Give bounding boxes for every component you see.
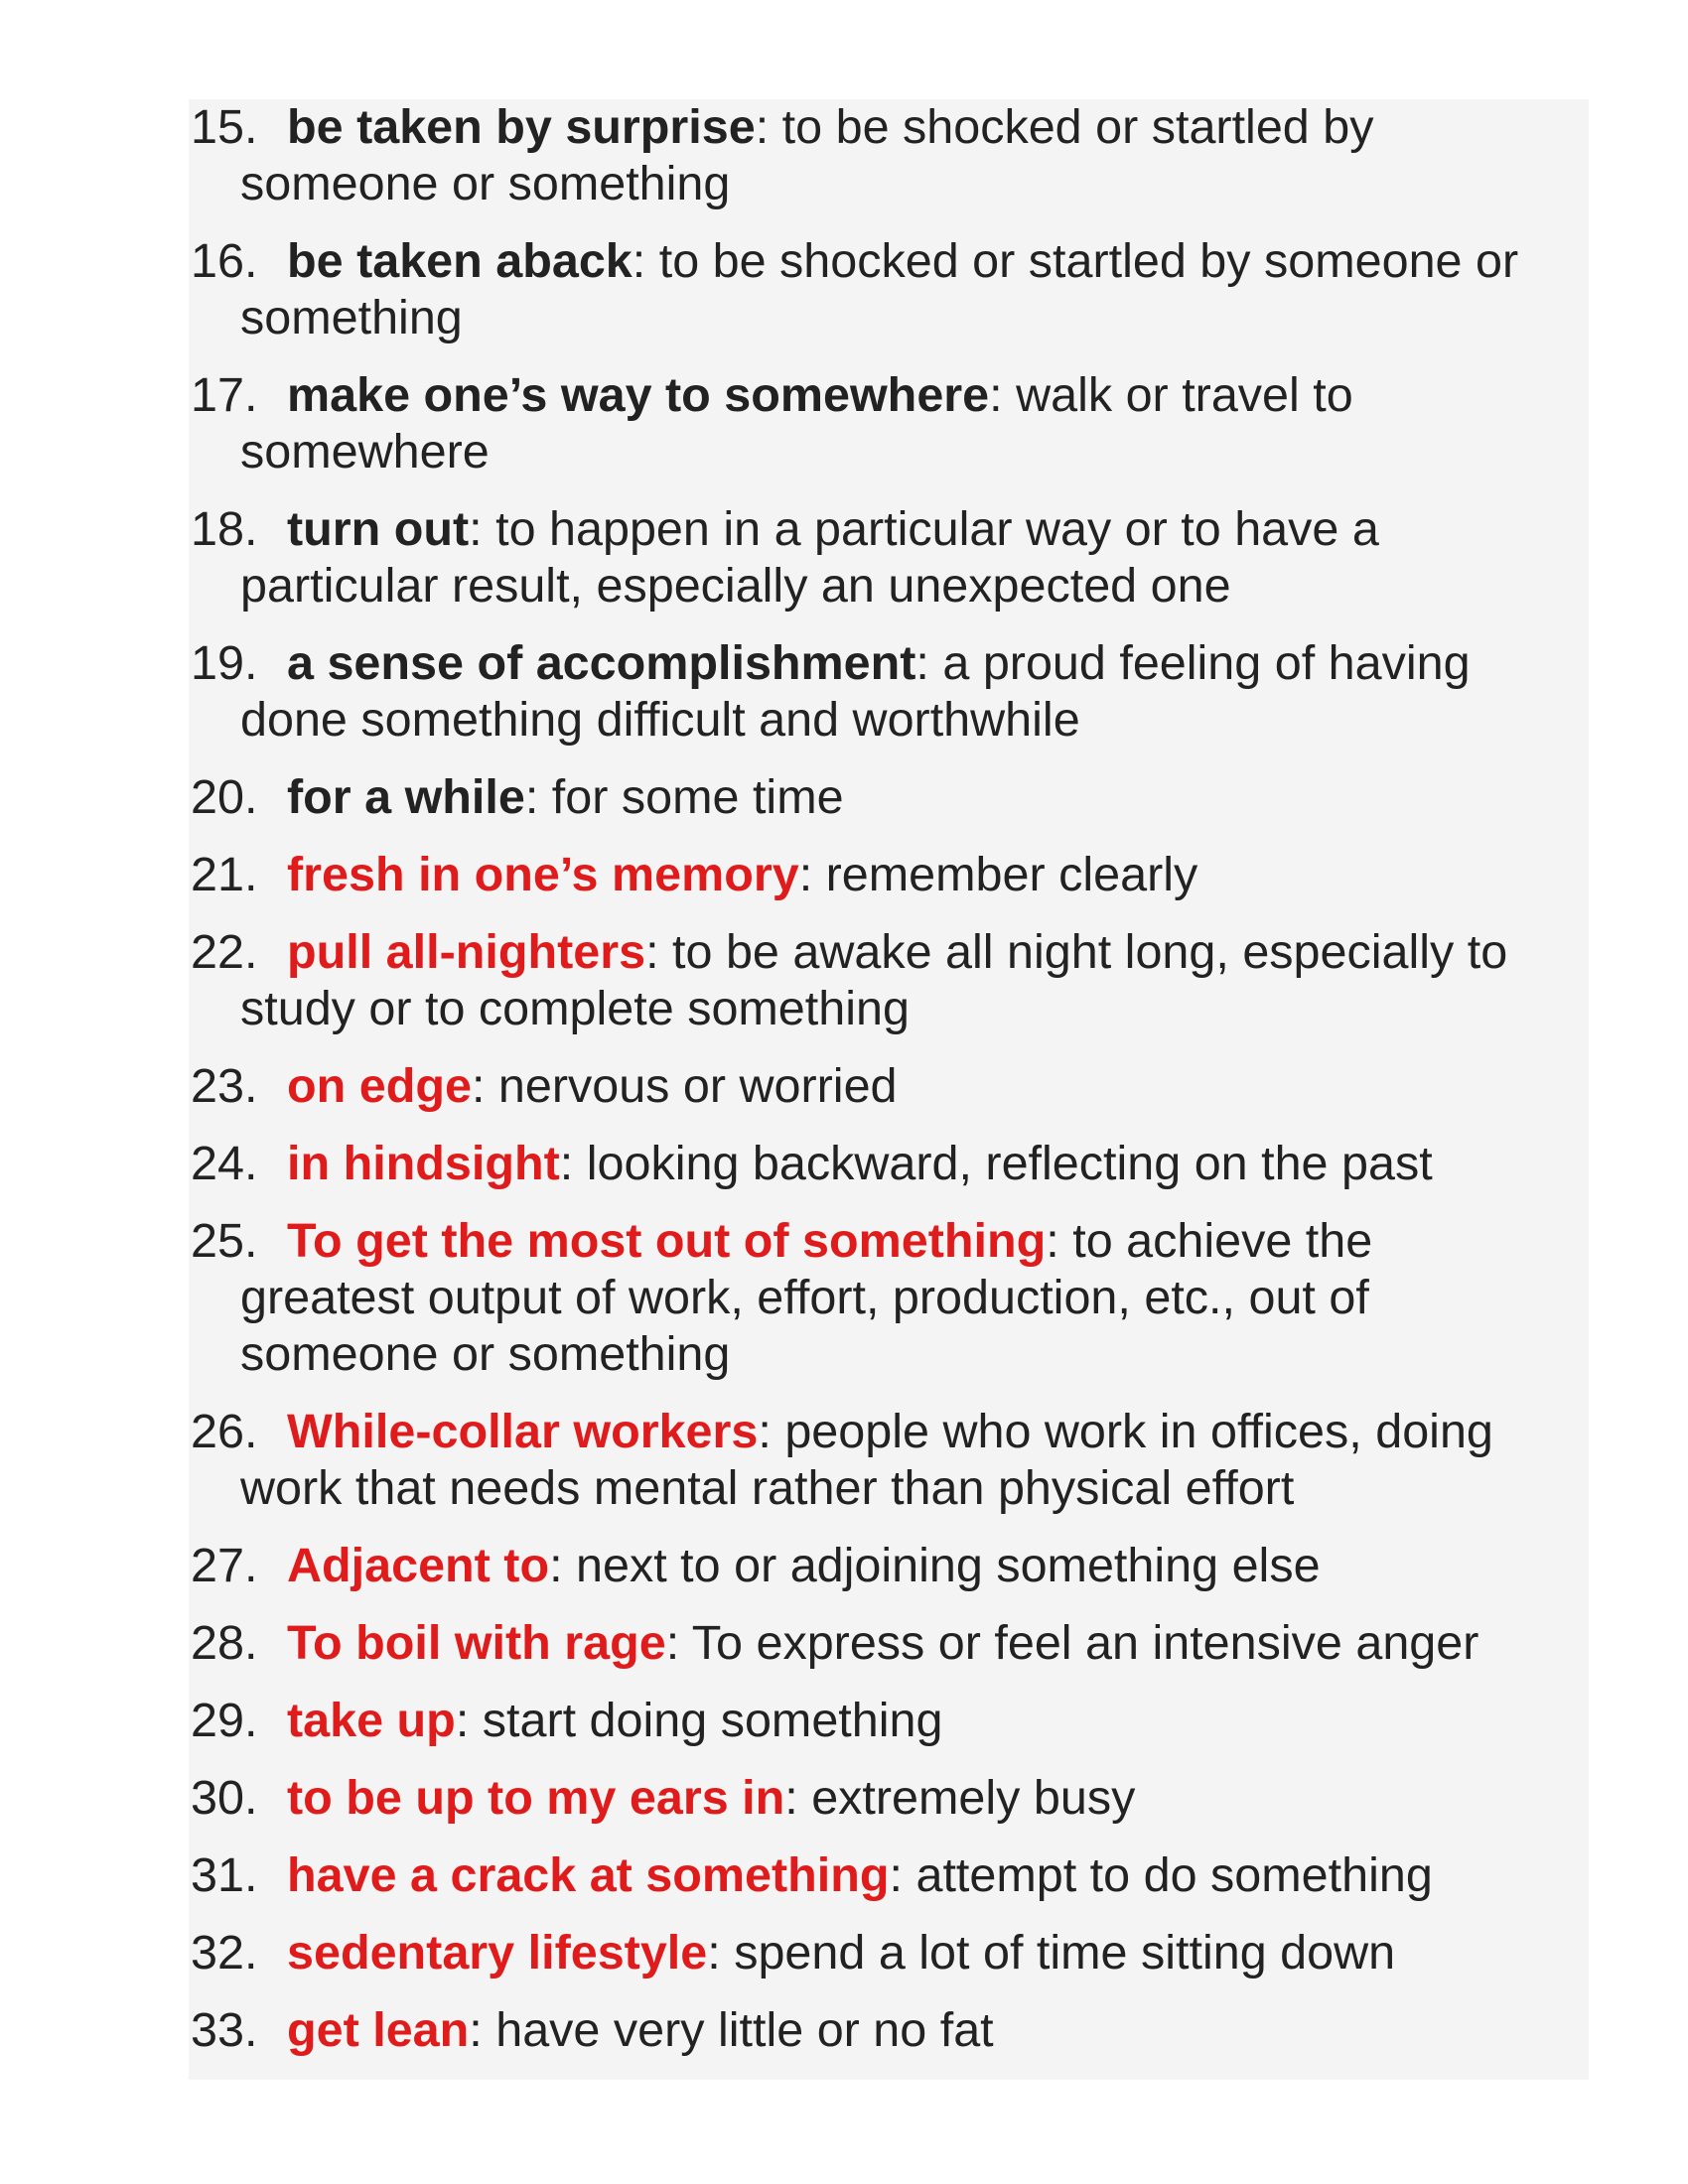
- list-item: [189, 1404, 1579, 1517]
- item-definition: : spend a lot of time sitting down: [707, 1926, 1396, 1979]
- item-number: 33.: [191, 2003, 258, 2057]
- list-item: [189, 1213, 1579, 1383]
- item-term: sedentary lifestyle: [287, 1926, 708, 1979]
- item-first-line: [240, 99, 1579, 156]
- list-item: [189, 367, 1579, 480]
- item-definition-continued: study or to complete something: [240, 982, 910, 1035]
- item-term: fresh in one’s memory: [287, 848, 799, 901]
- item-number: 23.: [191, 1059, 258, 1113]
- list-item: [189, 99, 1579, 212]
- item-number: 32.: [191, 1926, 258, 1979]
- list-item: [189, 233, 1579, 346]
- item-definition: : nervous or worried: [471, 1059, 898, 1113]
- item-term: be taken aback: [287, 234, 633, 288]
- list-item: [189, 501, 1579, 614]
- item-definition: : next to or adjoining something else: [549, 1539, 1321, 1592]
- item-first-line: [240, 1058, 1579, 1115]
- list-item: [189, 635, 1579, 749]
- item-term: turn out: [287, 502, 470, 556]
- list-item: [189, 769, 1579, 826]
- item-first-line: [240, 1847, 1579, 1904]
- item-number: 21.: [191, 848, 258, 901]
- item-term: get lean: [287, 2003, 470, 2057]
- list-item: [189, 1693, 1579, 1749]
- item-term: make one’s way to somewhere: [287, 368, 990, 422]
- item-first-line: [240, 233, 1579, 290]
- item-definition: : attempt to do something: [889, 1848, 1433, 1902]
- item-definition: : have very little or no fat: [469, 2003, 994, 2057]
- item-term: pull all-nighters: [287, 925, 646, 979]
- item-definition: : for some time: [524, 770, 844, 824]
- list-item: [189, 1925, 1579, 1981]
- item-definition-continued: particular result, especially an unexpected one: [240, 559, 1231, 613]
- item-term: in hindsight: [287, 1137, 560, 1190]
- item-term: on edge: [287, 1059, 472, 1113]
- item-first-line: [240, 1404, 1579, 1460]
- list-item: [189, 1615, 1579, 1672]
- item-number: 24.: [191, 1137, 258, 1190]
- item-first-line: [240, 367, 1579, 424]
- list-item: [189, 1847, 1579, 1904]
- item-first-line: [240, 1213, 1579, 1270]
- item-number: 19.: [191, 636, 258, 690]
- item-term: to be up to my ears in: [287, 1771, 785, 1825]
- item-number: 30.: [191, 1771, 258, 1825]
- item-first-line: [240, 1615, 1579, 1672]
- item-definition-continued: something: [240, 291, 463, 344]
- item-definition: : looking backward, reflecting on the past: [559, 1137, 1433, 1190]
- item-definition: : people who work in offices, doing: [758, 1405, 1493, 1458]
- item-first-line: [240, 1136, 1579, 1192]
- item-term: have a crack at something: [287, 1848, 890, 1902]
- list-item: [189, 1136, 1579, 1192]
- item-first-line: [240, 1538, 1579, 1594]
- item-definition-continued: done something difficult and worthwhile: [240, 693, 1080, 747]
- item-term: While-collar workers: [287, 1405, 759, 1458]
- item-number: 22.: [191, 925, 258, 979]
- item-number: 27.: [191, 1539, 258, 1592]
- item-number: 31.: [191, 1848, 258, 1902]
- item-number: 28.: [191, 1616, 258, 1670]
- vocabulary-list: [189, 99, 1579, 2080]
- item-term: Adjacent to: [287, 1539, 550, 1592]
- item-definition-continued: work that needs mental rather than physical effort: [240, 1461, 1295, 1515]
- list-item: [189, 2002, 1579, 2059]
- item-term: To boil with rage: [287, 1616, 666, 1670]
- item-first-line: [240, 501, 1579, 558]
- item-definition-continued: greatest output of work, effort, production, etc., out of someone or something: [240, 1271, 1369, 1381]
- item-first-line: [240, 1693, 1579, 1749]
- item-definition: : start doing something: [455, 1694, 943, 1747]
- item-definition: : walk or travel to: [989, 368, 1353, 422]
- item-number: 18.: [191, 502, 258, 556]
- item-term: To get the most out of something: [287, 1214, 1047, 1268]
- item-first-line: [240, 1770, 1579, 1827]
- item-definition: : To express or feel an intensive anger: [665, 1616, 1479, 1670]
- item-definition: : a proud feeling of having: [915, 636, 1471, 690]
- item-definition: : to happen in a particular way or to have a: [469, 502, 1379, 556]
- list-item: [189, 1770, 1579, 1827]
- item-definition-continued: somewhere: [240, 425, 490, 478]
- item-number: 29.: [191, 1694, 258, 1747]
- item-number: 25.: [191, 1214, 258, 1268]
- item-number: 26.: [191, 1405, 258, 1458]
- item-first-line: [240, 847, 1579, 903]
- item-first-line: [240, 2002, 1579, 2059]
- list-item: [189, 847, 1579, 903]
- item-definition: : to be shocked or startled by: [755, 100, 1374, 154]
- item-number: 17.: [191, 368, 258, 422]
- list-item: [189, 924, 1579, 1037]
- list-item: [189, 1538, 1579, 1594]
- item-first-line: [240, 924, 1579, 981]
- item-term: a sense of accomplishment: [287, 636, 916, 690]
- item-definition: : to achieve the: [1046, 1214, 1373, 1268]
- item-definition: : extremely busy: [784, 1771, 1136, 1825]
- list-item: [189, 1058, 1579, 1115]
- item-definition: : to be shocked or startled by someone or: [632, 234, 1519, 288]
- item-first-line: [240, 635, 1579, 692]
- item-definition: : remember clearly: [798, 848, 1198, 901]
- item-term: be taken by surprise: [287, 100, 756, 154]
- item-number: 20.: [191, 770, 258, 824]
- item-number: 16.: [191, 234, 258, 288]
- item-term: take up: [287, 1694, 456, 1747]
- item-number: 15.: [191, 100, 258, 154]
- item-definition: : to be awake all night long, especially to: [645, 925, 1508, 979]
- item-first-line: [240, 769, 1579, 826]
- item-definition-continued: someone or something: [240, 157, 731, 210]
- item-first-line: [240, 1925, 1579, 1981]
- item-term: for a while: [287, 770, 525, 824]
